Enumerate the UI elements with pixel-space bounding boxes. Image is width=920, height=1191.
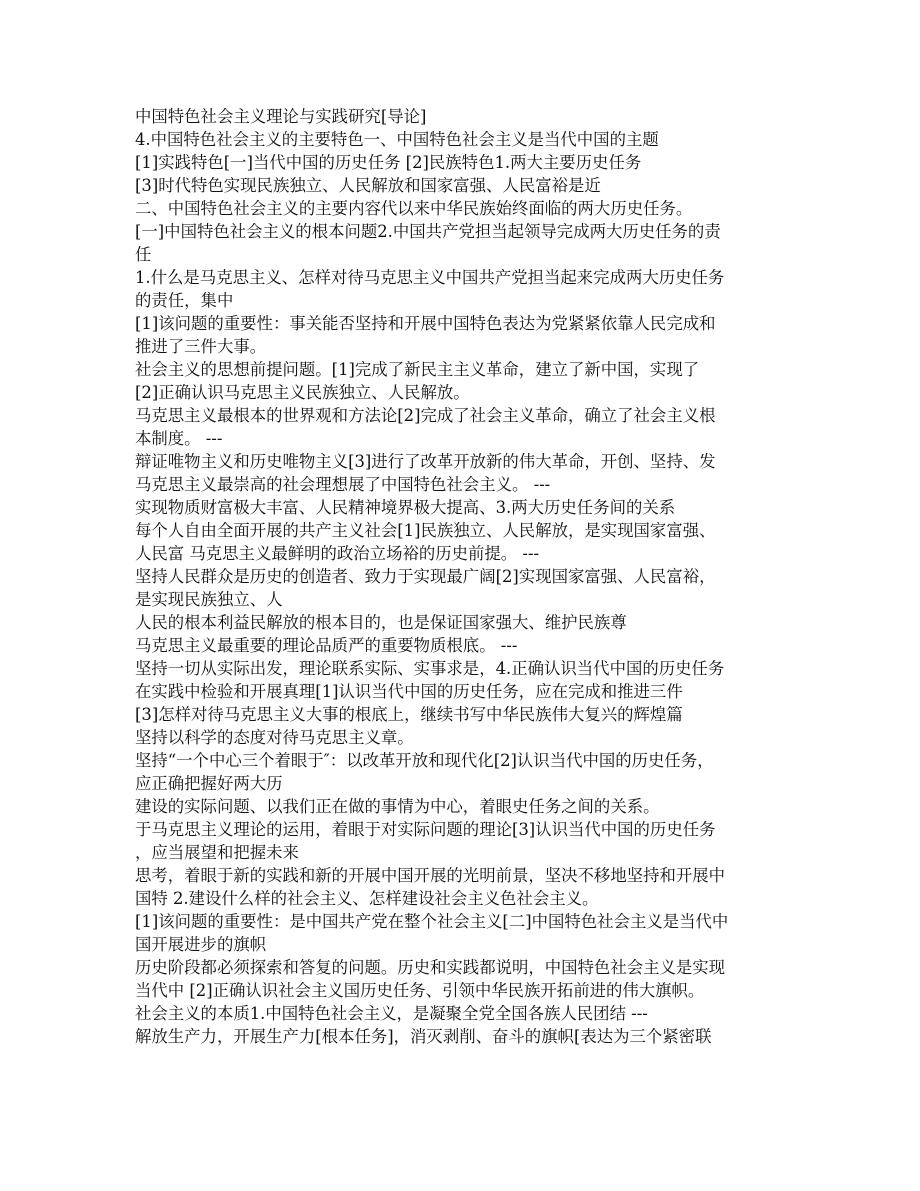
text-line: ，应当展望和把握未来	[135, 843, 299, 862]
text-line: 社会主义的思想前提问题。[1]完成了新民主主义革命，建立了新中国，实现了	[135, 360, 700, 379]
text-line: [2]正确认识马克思主义民族独立、人民解放。	[135, 383, 470, 402]
text-line: [3]怎样对待马克思主义大事的根底上，继续书写中华民族伟大复兴的辉煌篇	[135, 705, 683, 724]
text-line: 每个人自由全面开展的共产主义社会[1]民族独立、人民解放，是实现国家富强、	[135, 521, 716, 540]
text-line: 坚持人民群众是历史的创造者、致力于实现最广阔[2]实现国家富强、人民富裕，	[135, 567, 716, 586]
text-line: 坚持“一个中心三个着眼于″：以改革开放和现代化[2]认识当代中国的历史任务，	[135, 751, 714, 770]
text-line: 任	[135, 245, 152, 264]
text-line: 解放生产力，开展生产力[根本任务]，消灭剥削、奋斗的旗帜[表达为三个紧密联	[135, 1027, 712, 1046]
text-line: 人民的根本利益民解放的根本目的，也是保证国家强大、维护民族尊	[135, 613, 627, 632]
text-line: 社会主义的本质1.中国特色社会主义，是凝聚全党全国各族人民团结 ---	[135, 1004, 648, 1023]
text-line: 思考，着眼于新的实践和新的开展中国开展的光明前景，坚决不移地坚持和开展中	[135, 866, 726, 885]
text-line: 推进了三件大事。	[135, 337, 267, 356]
text-line: 国特 2.建设什么样的社会主义、怎样建设社会主义色社会主义。	[135, 889, 599, 908]
text-line: 中国特色社会主义理论与实践研究[导论]	[135, 107, 427, 126]
document-body	[135, 105, 795, 1048]
text-line: 辩证唯物主义和历史唯物主义[3]进行了改革开放新的伟大革命，开创、坚持、发	[135, 452, 716, 471]
text-line: 是实现民族独立、人	[135, 590, 283, 609]
text-line: 当代中 [2]正确认识社会主义国历史任务、引领中华民族开拓前进的伟大旗帜。	[135, 981, 705, 1000]
text-line: 应正确把握好两大历	[135, 774, 283, 793]
text-line: 马克思主义最崇高的社会理想展了中国特色社会主义。 ---	[135, 475, 551, 494]
text-line: [1]实践特色[一]当代中国的历史任务 [2]民族特色1.两大主要历史任务	[135, 153, 642, 172]
text-line: 人民富 马克思主义最鲜明的政治立场裕的历史前提。 ---	[135, 544, 540, 563]
text-line: 马克思主义最根本的世界观和方法论[2]完成了社会主义革命，确立了社会主义根	[135, 406, 716, 425]
text-line: 坚持以科学的态度对待马克思主义章。	[135, 728, 414, 747]
text-line: 国开展进步的旗帜	[135, 935, 267, 954]
text-line: [3]时代特色实现民族独立、人民解放和国家富强、人民富裕是近	[135, 176, 601, 195]
text-line: 本制度。 ---	[135, 429, 223, 448]
text-line: 二、中国特色社会主义的主要内容代以来中华民族始终面临的两大历史任务。	[135, 199, 693, 218]
text-line: 实现物质财富极大丰富、人民精神境界极大提高、3.两大历史任务间的关系	[135, 498, 676, 517]
text-line: [1]该问题的重要性：是中国共产党在整个社会主义[二]中国特色社会主义是当代中	[135, 912, 729, 931]
text-line: 历史阶段都必须探索和答复的问题。历史和实践都说明，中国特色社会主义是实现	[135, 958, 726, 977]
text-line: 在实践中检验和开展真理[1]认识当代中国的历史任务，应在完成和推进三件	[135, 682, 683, 701]
text-line: 坚持一切从实际出发，理论联系实际、实事求是，4.正确认识当代中国的历史任务	[135, 659, 725, 678]
text-line: 4.中国特色社会主义的主要特色一、中国特色社会主义是当代中国的主题	[135, 130, 659, 149]
text-line: 马克思主义最重要的理论品质严的重要物质根底。 ---	[135, 636, 518, 655]
text-line: 于马克思主义理论的运用，着眼于对实际问题的理论[3]认识当代中国的历史任务	[135, 820, 716, 839]
text-line: 的责任，集中	[135, 291, 234, 310]
text-line: [1]该问题的重要性：事关能否坚持和开展中国特色表达为党紧紧依靠人民完成和	[135, 314, 716, 333]
text-line: [一]中国特色社会主义的根本问题2.中国共产党担当起领导完成两大历史任务的责	[135, 222, 721, 241]
text-line: 1.什么是马克思主义、怎样对待马克思主义中国共产党担当起来完成两大历史任务	[135, 268, 725, 287]
text-line: 建设的实际问题、以我们正在做的事情为中心，着眼史任务之间的关系。	[135, 797, 660, 816]
